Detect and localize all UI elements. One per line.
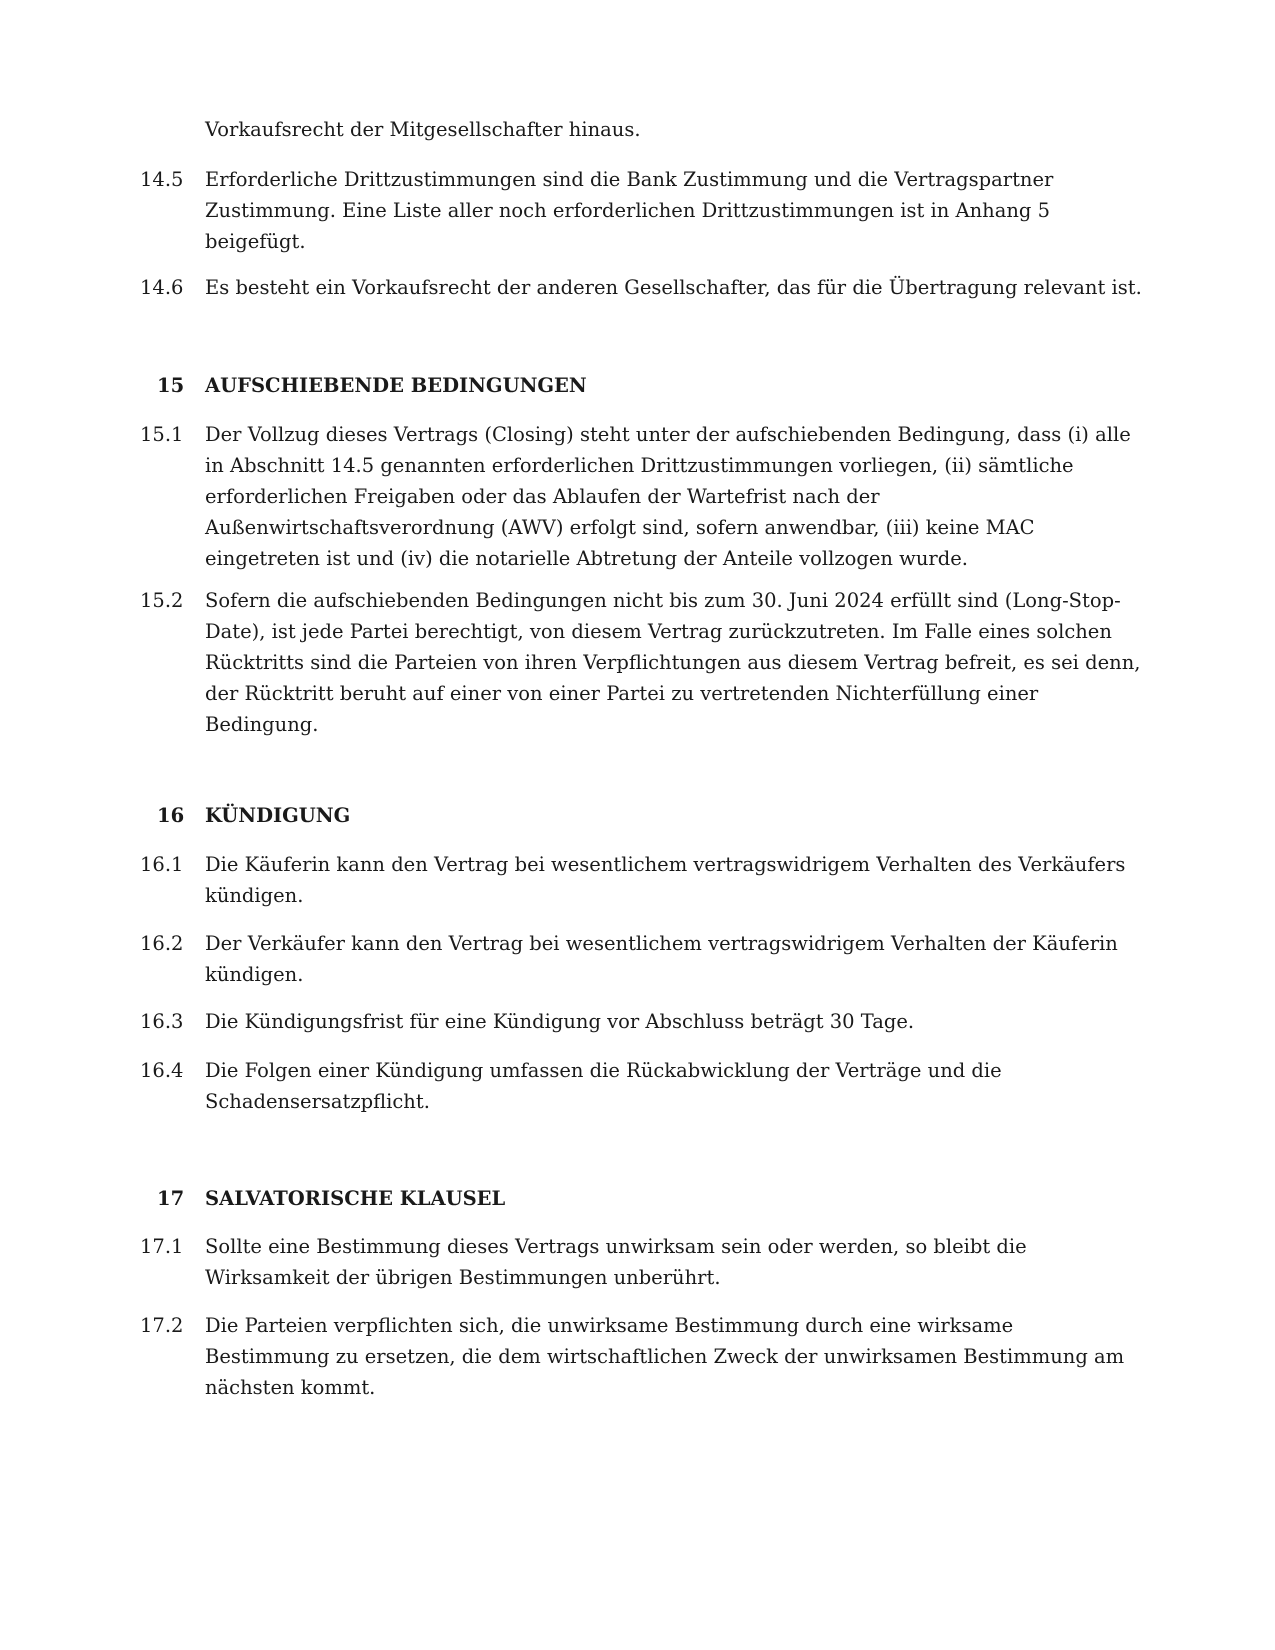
text-line: beigefügt.: [205, 230, 306, 253]
text-line: Es besteht ein Vorkaufsrecht der anderen Gesellschafter, das für die Übertragung relevant ist.: [205, 276, 1142, 299]
text-line: Die Käuferin kann den Vertrag bei wesentlichem vertragswidrigem Verhalten des Verkäufers: [205, 853, 1126, 876]
text-line: eingetreten ist und (iv) die notarielle Abtretung der Anteile vollzogen wurde.: [205, 547, 968, 570]
clause-number: 16.3: [140, 1010, 184, 1033]
text-line: der Rücktritt beruht auf einer von einer Partei zu vertretenden Nichterfüllung einer: [205, 682, 1039, 705]
text-line: Zustimmung. Eine Liste aller noch erforderlichen Drittzustimmungen ist in Anhang 5: [205, 199, 1050, 222]
section-title: SALVATORISCHE KLAUSEL: [205, 1187, 506, 1210]
text-line: Die Parteien verpflichten sich, die unwirksame Bestimmung durch eine wirksame: [205, 1314, 1014, 1337]
clause-number: 17.1: [140, 1235, 184, 1258]
clause-number: 17.2: [140, 1314, 184, 1337]
text-line: Außenwirtschaftsverordnung (AWV) erfolgt sind, sofern anwendbar, (iii) keine MAC: [205, 516, 1035, 539]
text-line: kündigen.: [205, 884, 304, 907]
clause-number: 14.5: [140, 168, 184, 191]
text-line: Sollte eine Bestimmung dieses Vertrags unwirksam sein oder werden, so bleibt die: [205, 1235, 1027, 1258]
text-line: Date), ist jede Partei berechtigt, von diesem Vertrag zurückzutreten. Im Falle eines solchen: [205, 620, 1112, 643]
text-line: Bestimmung zu ersetzen, die dem wirtschaftlichen Zweck der unwirksamen Bestimmung am: [205, 1345, 1125, 1368]
text-line: Wirksamkeit der übrigen Bestimmungen unberührt.: [205, 1266, 721, 1289]
clause-text: [205, 585, 1141, 740]
clause-number: 16.4: [140, 1059, 184, 1082]
text-line: Rücktritts sind die Parteien von ihren Verpflichtungen aus diesem Vertrag befreit, es sei denn,: [205, 651, 1141, 674]
text-line: Vorkaufsrecht der Mitgesellschafter hinaus.: [205, 118, 641, 141]
text-line: erforderlichen Freigaben oder das Ablaufen der Wartefrist nach der: [205, 485, 880, 508]
clause-text: [205, 1310, 1125, 1403]
clause-number: 15.1: [140, 423, 184, 446]
text-line: Bedingung.: [205, 713, 319, 736]
clause-number: 14.6: [140, 276, 184, 299]
paragraph-text: [205, 114, 1125, 145]
section-number: 15: [157, 374, 185, 397]
clause-text: [205, 164, 1125, 257]
clause-text: [205, 1231, 1125, 1293]
text-line: Der Verkäufer kann den Vertrag bei wesentlichem vertragswidrigem Verhalten der Käuferin: [205, 932, 1118, 955]
clause-number: 16.2: [140, 932, 184, 955]
clause-text: [205, 419, 1131, 574]
text-line: Erforderliche Drittzustimmungen sind die Bank Zustimmung und die Vertragspartner: [205, 168, 1054, 191]
text-line: nächsten kommt.: [205, 1376, 376, 1399]
text-line: in Abschnitt 14.5 genannten erforderlichen Drittzustimmungen vorliegen, (ii) sämtliche: [205, 454, 1074, 477]
section-title: AUFSCHIEBENDE BEDINGUNGEN: [205, 374, 587, 397]
section-number: 16: [157, 804, 185, 827]
text-line: Die Folgen einer Kündigung umfassen die Rückabwicklung der Verträge und die: [205, 1059, 1002, 1082]
text-line: kündigen.: [205, 963, 304, 986]
clause-number: 16.1: [140, 853, 184, 876]
clause-text: [205, 1006, 1125, 1037]
clause-text: [205, 849, 1125, 911]
text-line: Sofern die aufschiebenden Bedingungen nicht bis zum 30. Juni 2024 erfüllt sind (Long-Stop-: [205, 589, 1121, 612]
section-number: 17: [157, 1187, 185, 1210]
clause-text: [205, 928, 1125, 990]
clause-text: [205, 1055, 1125, 1117]
text-line: Die Kündigungsfrist für eine Kündigung vor Abschluss beträgt 30 Tage.: [205, 1010, 915, 1033]
text-line: Schadensersatzpflicht.: [205, 1090, 430, 1113]
clause-number: 15.2: [140, 589, 184, 612]
clause-text: [205, 272, 1142, 303]
section-title: KÜNDIGUNG: [205, 804, 351, 827]
text-line: Der Vollzug dieses Vertrags (Closing) steht unter der aufschiebenden Bedingung, dass (i) alle: [205, 423, 1131, 446]
